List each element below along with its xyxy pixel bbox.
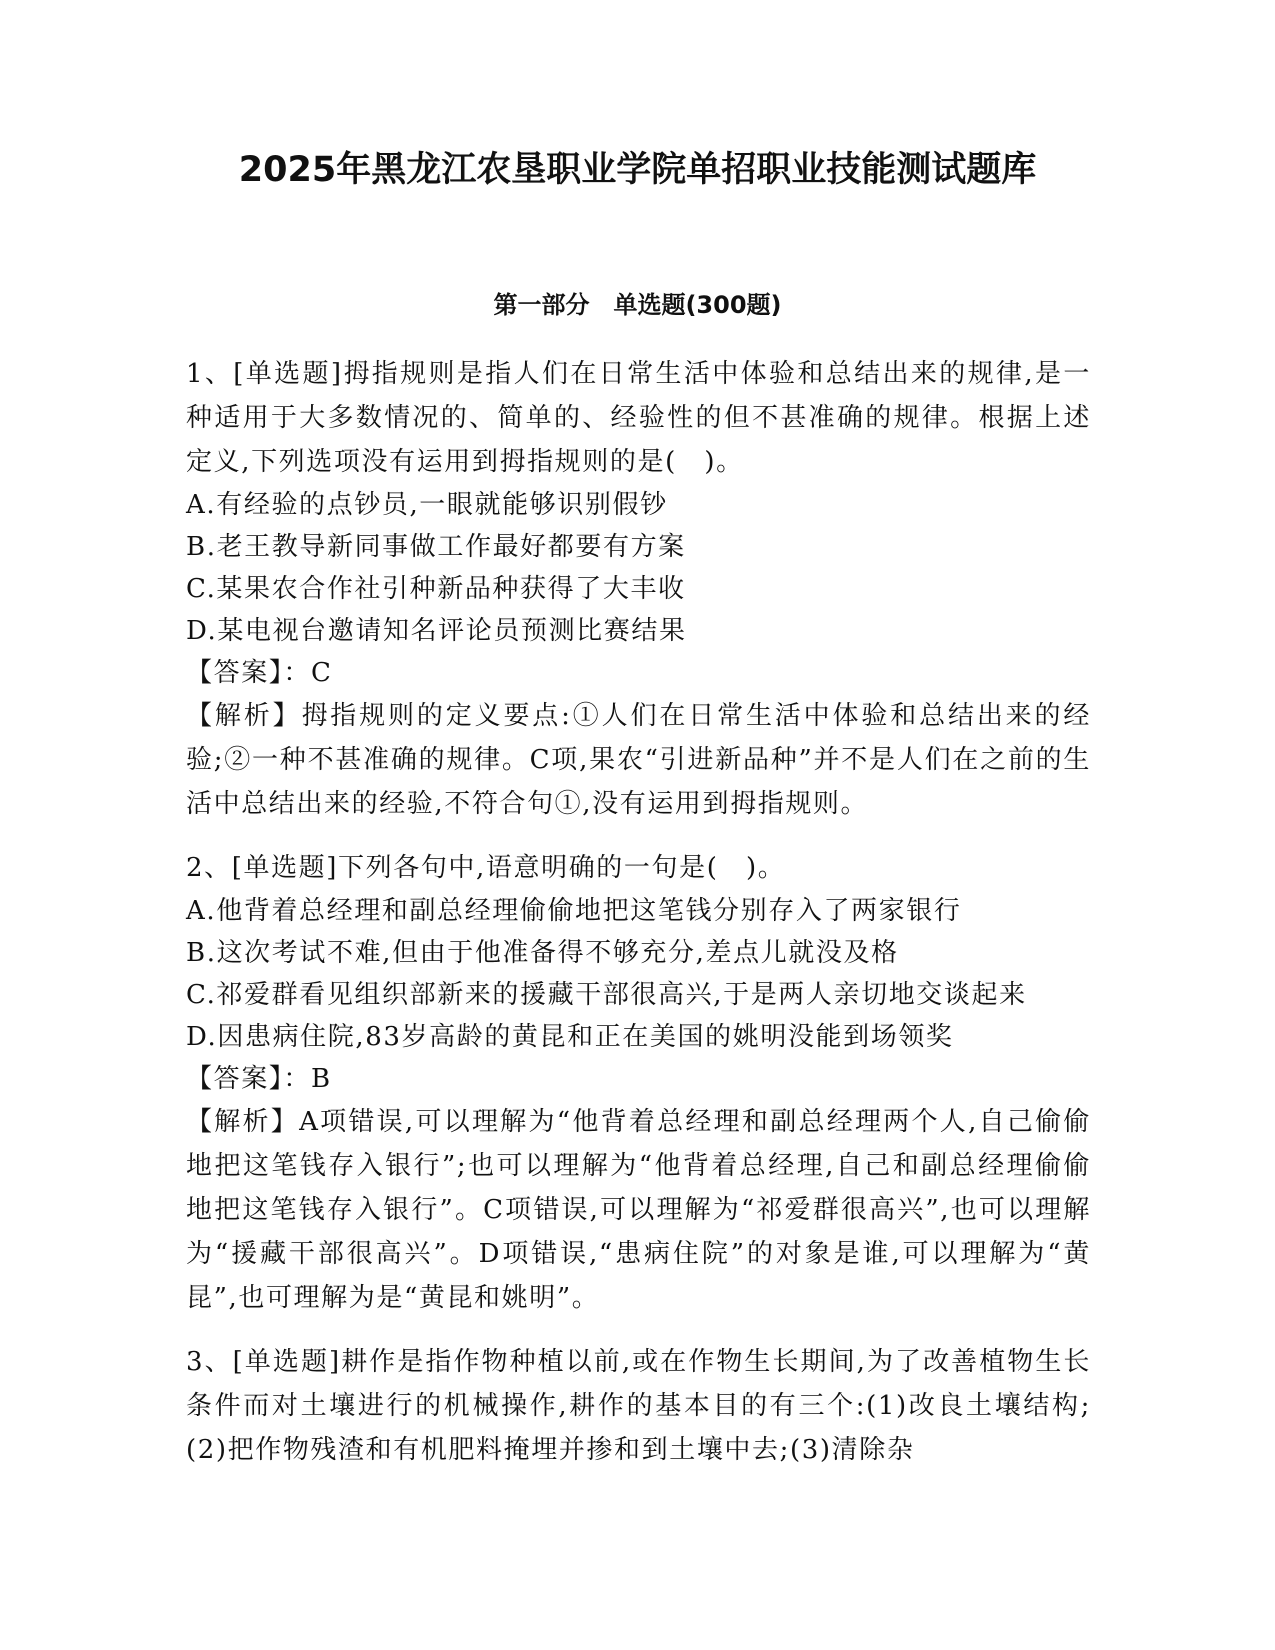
option-b: B.老王教导新同事做工作最好都要有方案: [186, 532, 686, 562]
answer-value: B: [311, 1064, 332, 1094]
question-stem: 2、[单选题]下列各句中,语意明确的一句是( )。: [186, 853, 786, 883]
analysis: [186, 694, 1091, 826]
analysis-label: 【解析】: [186, 1107, 300, 1137]
answer-row: [186, 652, 1091, 694]
option-a: A.他背着总经理和副总经理偷偷地把这笔钱分别存入了两家银行: [186, 896, 962, 926]
answer-value: C: [311, 658, 333, 688]
answer-label: 【答案】：: [186, 1064, 312, 1094]
option-c: C.祁爱群看见组织部新来的援藏干部很高兴,于是两人亲切地交谈起来: [186, 980, 1027, 1010]
analysis-text: 拇指规则的定义要点:①人们在日常生活中体验和总结出来的经验;②一种不甚准确的规律。C项,果农“引进新品种”并不是人们在之前的生活中总结出来的经验,不符合句①,没有运用到拇指规则。: [186, 701, 1091, 819]
option-d: D.某电视台邀请知名评论员预测比赛结果: [186, 616, 687, 646]
answer-row: [186, 1058, 1091, 1100]
question-2: [186, 846, 1091, 1320]
question-stem: 1、[单选题]拇指规则是指人们在日常生活中体验和总结出来的规律,是一种适用于大多数情况的、简单的、经验性的但不甚准确的规律。根据上述定义,下列选项没有运用到拇指规则的是( )。: [186, 359, 1091, 477]
option-d: D.因患病住院,83岁高龄的黄昆和正在美国的姚明没能到场领奖: [186, 1022, 954, 1052]
answer-label: 【答案】：: [186, 658, 312, 688]
analysis: [186, 1100, 1091, 1320]
option-c: C.某果农合作社引种新品种获得了大丰收: [186, 574, 686, 604]
analysis-label: 【解析】: [186, 701, 302, 731]
option-a: A.有经验的点钞员,一眼就能够识别假钞: [186, 490, 668, 520]
analysis-text: A项错误,可以理解为“他背着总经理和副总经理两个人,自己偷偷地把这笔钱存入银行”;也可以理解为“他背着总经理,自己和副总经理偷偷地把这笔钱存入银行”。C项错误,可以理解为“祁爱群很高兴”,也可以理解为“援藏干部很高兴”。D项错误,“患病住院”的对象是谁,可以理解为“黄昆”,也可理解为是“黄昆和姚明”。: [186, 1107, 1091, 1313]
question-list: [186, 352, 1091, 1492]
section-title: 第一部分 单选题(300题): [493, 291, 782, 319]
question-1: [186, 352, 1091, 826]
document-title: 2025年黑龙江农垦职业学院单招职业技能测试题库: [238, 150, 1037, 190]
option-b: B.这次考试不难,但由于他准备得不够充分,差点儿就没及格: [186, 938, 899, 968]
question-3: [186, 1340, 1091, 1472]
question-stem: 3、[单选题]耕作是指作物种植以前,或在作物生长期间,为了改善植物生长条件而对土壤进行的机械操作,耕作的基本目的有三个:(1)改良土壤结构;(2)把作物残渣和有机肥料掩埋并掺和到土壤中去;(3)清除杂: [186, 1347, 1091, 1465]
